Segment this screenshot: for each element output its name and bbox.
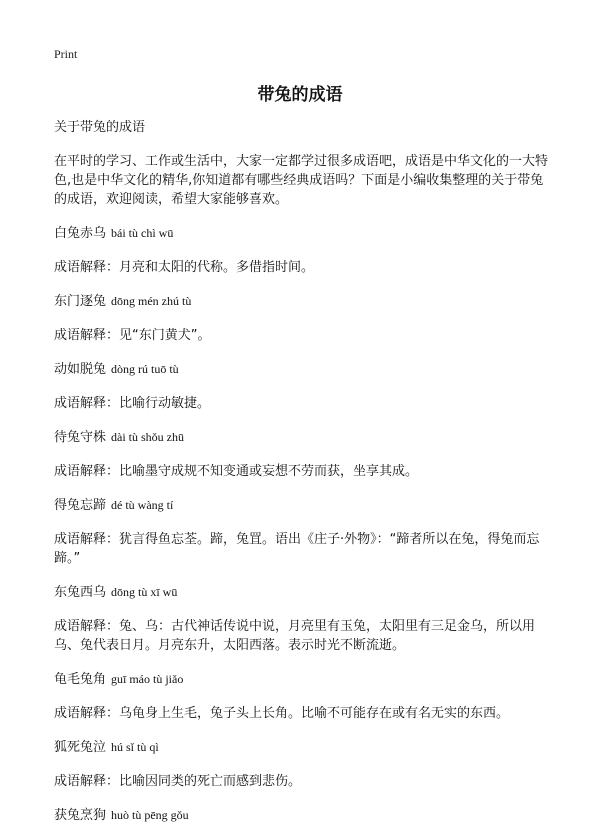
idiom-entry (54, 496, 554, 568)
idiom-pinyin: guī máo tù jiǎo (111, 672, 184, 686)
idiom-heading (54, 496, 554, 515)
idiom-pinyin: dōng mén zhú tù (111, 294, 192, 308)
idiom-name: 白兔赤乌 (54, 226, 107, 241)
idiom-entry (54, 292, 554, 345)
idiom-pinyin: dòng rú tuō tù (111, 362, 179, 376)
idiom-explanation: 成语解释：犹言得鱼忘荃。蹄，兔罝。语出《庄子·外物》：“蹄者所以在兔，得兔而忘蹄。” (54, 532, 540, 566)
idiom-heading (54, 292, 554, 311)
idiom-explanation: 成语解释：月亮和太阳的代称。多借指时间。 (54, 260, 315, 275)
idiom-explanation: 成语解释：见“东门黄犬”。 (54, 328, 211, 343)
idiom-heading (54, 670, 554, 689)
idiom-entry (54, 670, 554, 723)
document-subtitle: 关于带兔的成语 (54, 120, 146, 135)
idiom-name: 东门逐兔 (54, 294, 107, 309)
idiom-pinyin: huò tù pēng gǒu (111, 808, 189, 822)
idiom-explanation: 成语解释：比喻墨守成规不知变通或妄想不劳而获，坐享其成。 (54, 464, 419, 479)
idiom-explanation: 成语解释：兔、乌：古代神话传说中说，月亮里有玉兔，太阳里有三足金乌，所以用乌、兔代表日月。月亮东升，太阳西落。表示时光不断流逝。 (54, 619, 536, 653)
idiom-name: 动如脱兔 (54, 362, 107, 377)
page-title: 带兔的成语 (257, 85, 343, 105)
idiom-entry (54, 738, 554, 791)
idiom-name: 龟毛兔角 (54, 672, 107, 687)
idiom-pinyin: hú sǐ tù qì (111, 740, 159, 754)
print-link[interactable]: Print (54, 47, 78, 61)
idiom-heading (54, 428, 554, 447)
idiom-name: 东兔西乌 (54, 585, 107, 600)
idiom-name: 待兔守株 (54, 430, 107, 445)
idiom-heading (54, 738, 554, 757)
idiom-explanation: 成语解释：比喻行动敏捷。 (54, 396, 211, 411)
idiom-entry (54, 428, 554, 481)
idiom-entry (54, 360, 554, 413)
idiom-explanation: 成语解释：比喻因同类的死亡而感到悲伤。 (54, 774, 302, 789)
idiom-pinyin: dài tù shǒu zhū (111, 430, 185, 444)
idiom-heading (54, 224, 554, 243)
idiom-heading (54, 360, 554, 379)
idiom-heading (54, 806, 554, 825)
idiom-entry (54, 806, 554, 825)
idiom-pinyin: bái tù chì wū (111, 226, 174, 240)
idiom-name: 获兔烹狗 (54, 808, 107, 823)
idiom-pinyin: dōng tù xī wū (111, 585, 178, 599)
idiom-name: 狐死兔泣 (54, 740, 107, 755)
idiom-entry (54, 583, 554, 655)
idiom-heading (54, 583, 554, 602)
idiom-explanation: 成语解释：乌龟身上生毛，兔子头上长角。比喻不可能存在或有名无实的东西。 (54, 706, 510, 721)
idiom-pinyin: dé tù wàng tí (111, 498, 174, 512)
idiom-name: 得兔忘蹄 (54, 498, 107, 513)
idiom-entry (54, 224, 554, 277)
document-body (54, 118, 554, 840)
intro-paragraph: 在平时的学习、工作或生活中，大家一定都学过很多成语吧，成语是中华文化的一大特色,也是中华文化的精华,你知道都有哪些经典成语吗？下面是小编收集整理的关于带兔的成语，欢迎阅读，希望大家能够喜欢。 (54, 154, 549, 207)
